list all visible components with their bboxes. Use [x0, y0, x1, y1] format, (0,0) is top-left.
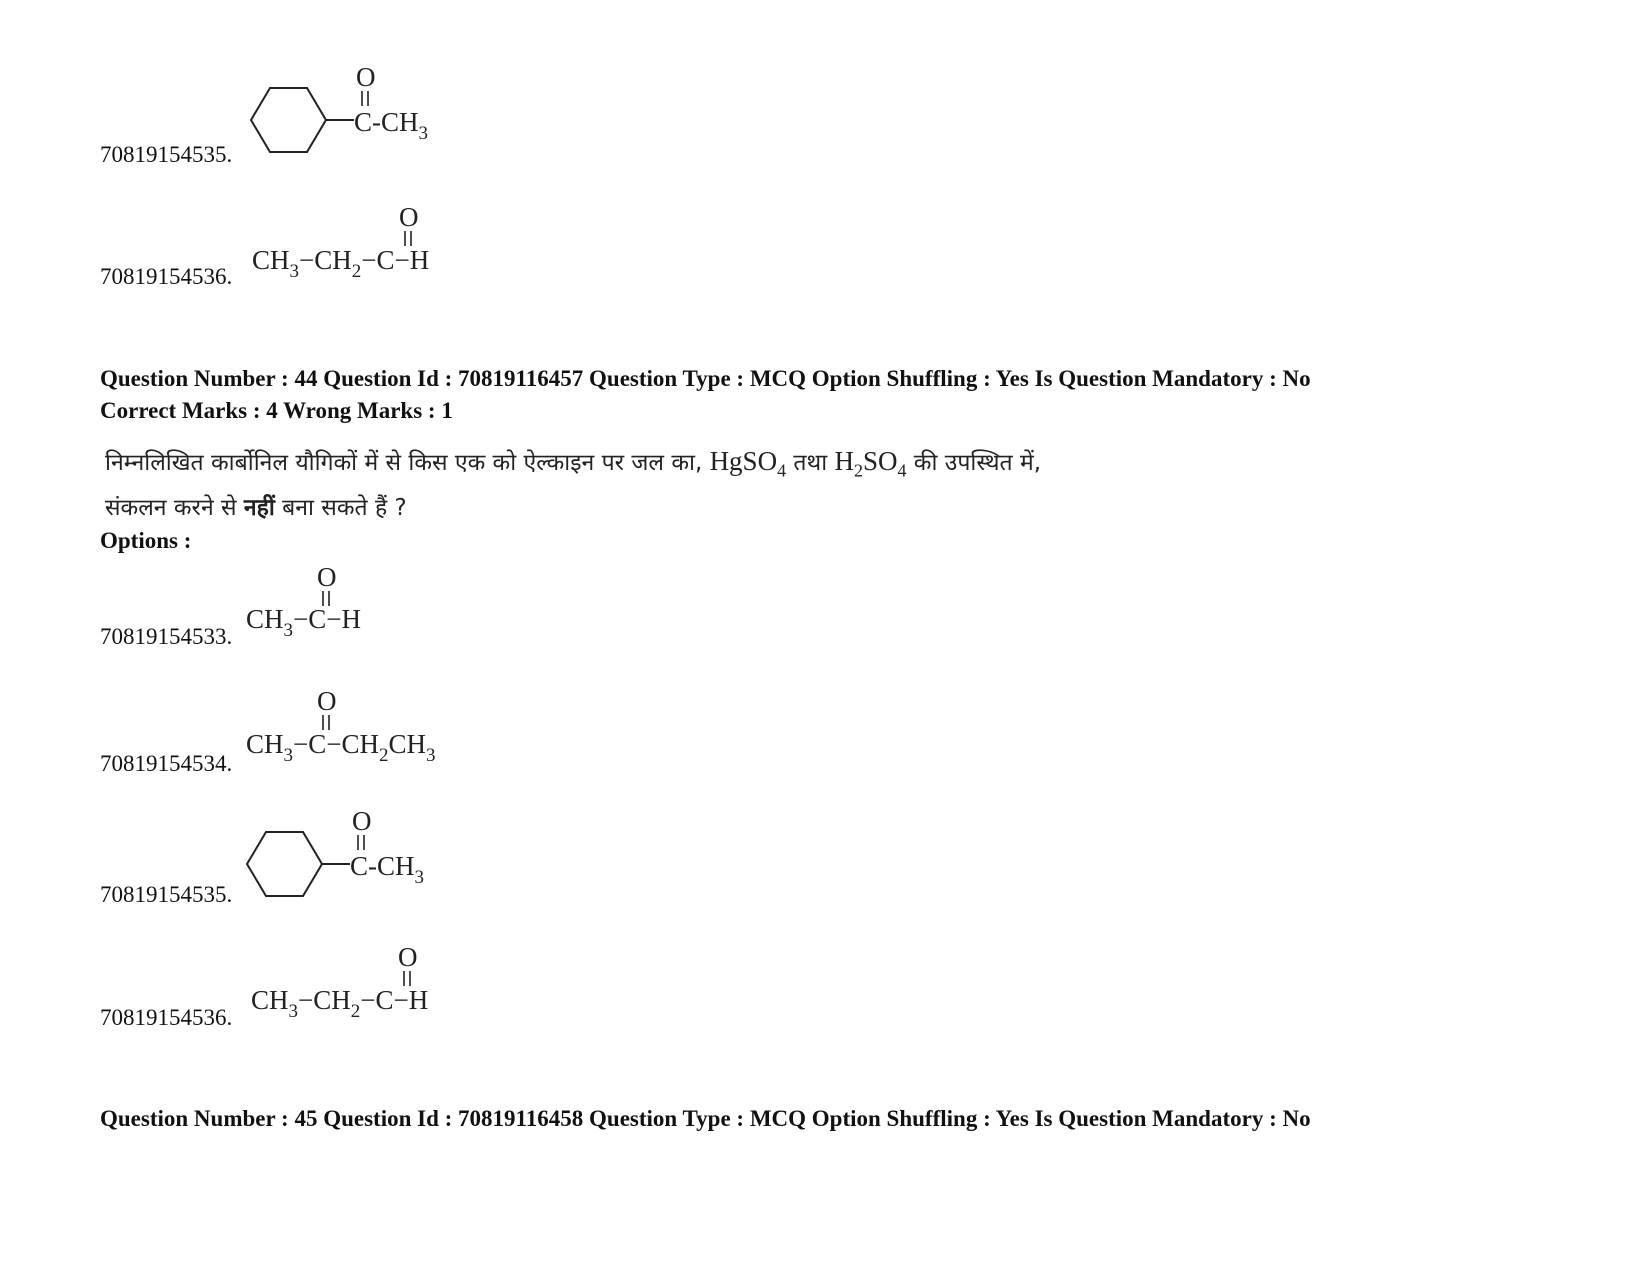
- question-text: [105, 442, 1041, 527]
- svg-text:O: O: [317, 562, 337, 592]
- options-label: Options :: [100, 528, 192, 553]
- svg-text:CH3−CH2−C−H: $CH_3-CH_2-C-H$: [251, 985, 429, 1022]
- question-45-header: Question Number : 45 Question Id : 70819116458 Question Type : MCQ Option Shuffling : Yes Is Question Mandatory : No: [100, 1106, 1311, 1131]
- question-text-line-2: संकलन करने से नहीं बना सकते हैं ?: [105, 495, 407, 522]
- acetaldehyde-structure: [246, 562, 406, 657]
- option-id: 70819154535.: [100, 142, 233, 167]
- svg-text:O: O: [356, 62, 376, 92]
- svg-text:C-CH3: $C-CH_3$: [354, 107, 429, 144]
- svg-text:O: O: [352, 806, 372, 836]
- option-id: 70819154536.: [100, 1005, 233, 1030]
- option-id: 70819154533.: [100, 624, 233, 649]
- butanone-structure: [246, 686, 476, 781]
- option-id: 70819154535.: [100, 882, 233, 907]
- svg-text:CH3−CH2−C−H: $CH_3-CH_2-C-H$: [252, 245, 430, 282]
- question-text-line-1: निम्नलिखित कार्बोनिल यौगिकों में से किस एक को ऐल्काइन पर जल का, HgSO$_4$ तथा $H_2SO_4$ की उपस्थित में,: [105, 446, 1042, 481]
- propanal-structure: [252, 202, 482, 297]
- svg-text:C-CH3: $C-CH_3$: [350, 851, 425, 888]
- cyclohexyl-methyl-ketone-structure: [250, 64, 470, 169]
- propanal-structure: [251, 942, 481, 1037]
- svg-text:CH3−C−H: $CH_3-C-H$: [246, 604, 361, 641]
- option-id: 70819154534.: [100, 751, 233, 776]
- question-header: Question Number : 44 Question Id : 70819116457 Question Type : MCQ Option Shuffling : Yes Is Question Mandatory : No: [100, 366, 1311, 391]
- svg-text:O: O: [399, 202, 419, 232]
- marks-line: Correct Marks : 4 Wrong Marks : 1: [100, 398, 453, 423]
- svg-text:O: O: [398, 942, 418, 972]
- option-id: 70819154536.: [100, 264, 233, 289]
- svg-text:O: O: [317, 686, 337, 716]
- svg-text:CH3−C−CH2CH3: $CH_3-C-CH_2CH_3$: [246, 729, 436, 766]
- cyclohexyl-methyl-ketone-structure: [246, 808, 466, 913]
